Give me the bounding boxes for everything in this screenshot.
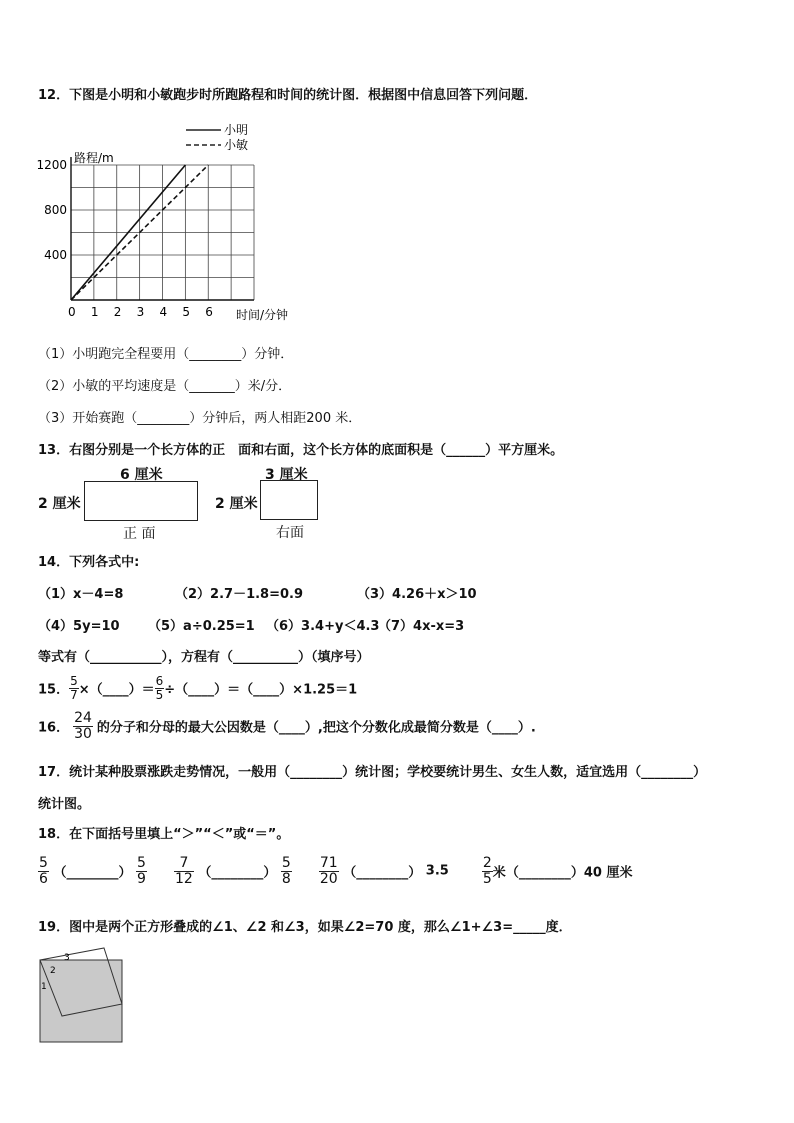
q19-stem: 19．图中是两个正方形叠成的∠1、∠2 和∠3，如果∠2=70 度，那么∠1+∠3=_____度． [38, 920, 572, 935]
q18-frac-5-9: $\frac{5}{9}$ [137, 855, 146, 887]
q14-item-3: （3）4.26＋x＞10 [357, 587, 477, 602]
q18-frac-7-12: $\frac{7}{12}$ [174, 855, 193, 887]
q15-part-2: ÷（____）＝（____）×1.25＝1 [164, 682, 358, 698]
q18-blank-3: （________） [343, 865, 422, 881]
x-tick-1: 1 [90, 305, 99, 319]
q18-value-3-5: 3.5 [425, 863, 449, 879]
q14-item-5: （5）a÷0.25=1 [148, 619, 255, 634]
q19-squares-figure [38, 946, 128, 1046]
q18-blank-2: （________） [198, 865, 277, 881]
q18-blank-4: （________） [505, 865, 584, 881]
x-tick-5: 5 [182, 305, 191, 319]
front-width-label: 6 厘米 [120, 467, 163, 483]
x-tick-3: 3 [136, 305, 145, 319]
q18-blank-1: （________） [53, 865, 132, 881]
q15-line [38, 675, 357, 701]
angle-1-label: 1 [41, 982, 47, 992]
q14-item-1: （1）x－4=8 [38, 587, 124, 602]
q18-frac-2-5: $\frac{2}{5}$ [482, 855, 492, 887]
q18-frac-71-20: $\frac{71}{20}$ [319, 855, 338, 887]
right-height-label: 2 厘米 [215, 496, 258, 512]
front-height-label: 2 厘米 [38, 496, 81, 512]
q17-line1: 17．统计某种股票涨跌走势情况，一般用（________）统计图；学校要统计男生、女生人数，适宜选用（________） [38, 765, 707, 780]
q18-comparisons [38, 856, 632, 886]
q16-num: 16． [38, 720, 70, 736]
angle-2-label: 2 [50, 966, 56, 976]
x-axis-label: 时间/分钟 [236, 308, 289, 322]
q15-part-1: ×（____）＝ [78, 682, 155, 698]
right-face-caption: 右面 [276, 525, 304, 541]
x-tick-6: 6 [205, 305, 213, 319]
y-tick-1200: 1200 [36, 158, 67, 172]
x-tick-0: 0 [68, 305, 76, 319]
q15-frac-1: $\frac{5}{7}$ [70, 674, 78, 702]
q17-line2: 统计图。 [38, 797, 91, 812]
q18-stem: 18．在下面括号里填上“＞”“＜”或“＝”。 [38, 827, 290, 842]
right-width-label: 3 厘米 [265, 467, 308, 483]
y-tick-800: 800 [44, 203, 67, 217]
chart-grid [71, 165, 254, 300]
legend-label-xiaoming: 小明 [224, 123, 249, 137]
q15-num: 15． [38, 682, 70, 698]
q16-rest: 的分子和分母的最大公因数是（____）,把这个分数化成最简分数是（____）. [96, 720, 536, 736]
q13-stem: 13．右图分别是一个长方体的正 面和右面，这个长方体的底面积是（______）平方厘米。 [38, 443, 564, 458]
y-axis-label: 路程/m [74, 151, 114, 165]
q14-answer: 等式有（___________），方程有（__________）（填序号） [38, 650, 370, 665]
legend-label-xiaomin: 小敏 [224, 138, 249, 152]
x-tick-4: 4 [159, 305, 168, 319]
q14-item-4: （4）5y=10 [38, 619, 120, 634]
q18-unit-meter: 米 [492, 865, 506, 881]
q16-frac: $\frac{24}{30}$ [74, 710, 92, 742]
q18-value-40cm: 40 厘米 [583, 865, 633, 881]
q14-item-7: （7）4x-x=3 [378, 619, 465, 634]
q18-frac-5-8: $\frac{5}{8}$ [281, 855, 291, 887]
y-tick-400: 400 [44, 248, 67, 262]
q12-sub3: （3）开始赛跑（________）分钟后，两人相距200 米． [38, 411, 362, 426]
right-face-rect [260, 480, 318, 520]
angle-3-label: 3 [64, 953, 70, 963]
q16-line [38, 711, 536, 741]
q12-stem: 12．下图是小明和小敏跑步时所跑路程和时间的统计图．根据图中信息回答下列问题． [38, 88, 538, 103]
q14-item-2: （2）2.7－1.8=0.9 [175, 587, 304, 602]
q12-sub1: （1）小明跑完全程要用（________）分钟． [38, 347, 294, 362]
front-face-rect [84, 481, 198, 521]
chart-legend [186, 123, 248, 152]
x-tick-2: 2 [113, 305, 122, 319]
q18-frac-5-6: $\frac{5}{6}$ [39, 855, 48, 887]
q12-sub2: （2）小敏的平均速度是（_______）米/分． [38, 379, 292, 394]
q15-frac-2: $\frac{6}{5}$ [155, 674, 164, 702]
chart-ticks [36, 158, 212, 319]
front-face-caption: 正 面 [123, 526, 156, 542]
q12-line-chart [36, 118, 326, 328]
q14-stem: 14．下列各式中: [38, 555, 140, 570]
q14-item-6: （6）3.4+y＜4.3 [266, 619, 380, 634]
